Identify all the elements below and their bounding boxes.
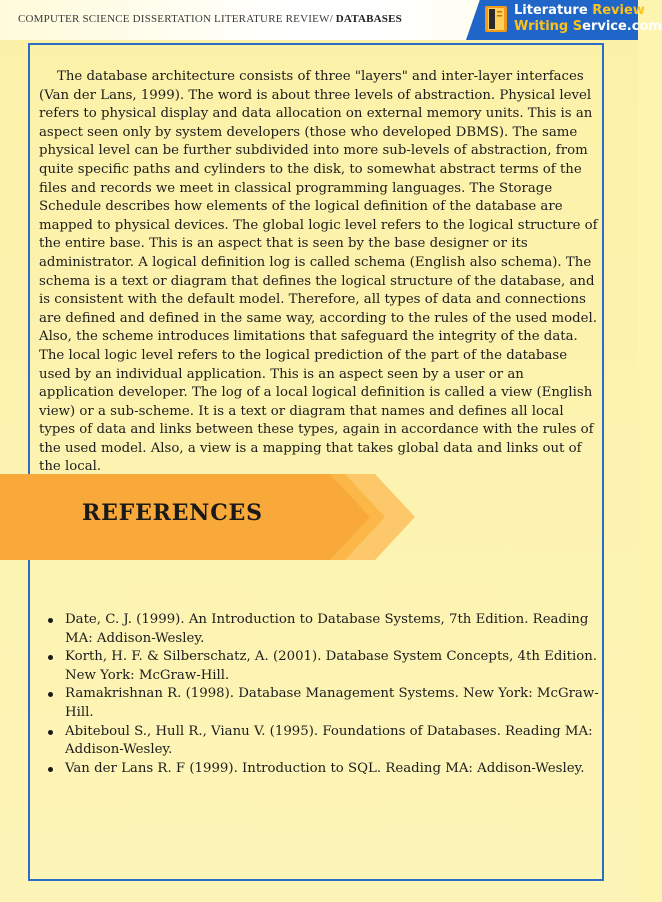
reference-text: Van der Lans R. F (1999). Introduction to SQL. Reading MA: Addison-Wesley. bbox=[65, 760, 585, 776]
logo-text-s: S bbox=[572, 19, 583, 34]
header-section: DATABASES bbox=[335, 13, 402, 25]
bullet-icon bbox=[48, 618, 53, 623]
references-heading: REFERENCES bbox=[82, 500, 263, 526]
reference-text: Date, C. J. (1999). An Introduction to Database Systems, 7th Edition. Reading MA: Addison-Wesley. bbox=[65, 612, 589, 646]
header-prefix: COMPUTER SCIENCE DISSERTATION LITERATURE REVIEW/ bbox=[18, 13, 336, 25]
bullet-icon bbox=[48, 767, 53, 772]
reference-item bbox=[46, 648, 606, 685]
reference-item bbox=[46, 760, 606, 779]
running-header bbox=[18, 13, 402, 25]
reference-text: Ramakrishnan R. (1998). Database Management Systems. New York: McGraw-Hill. bbox=[65, 686, 599, 720]
reference-item bbox=[46, 611, 606, 648]
reference-item bbox=[46, 723, 606, 760]
body-paragraph: The database architecture consists of three "layers" and inter-layer interfaces (Van der Lans, 1999). The word is about three levels of abstraction. Physical level refers to physical display and data allocation on external memory units. This is an aspect seen only by system developers (those who developed DBMS). The same physical level can be further subdivided into more sub-levels of abstraction, from quite specific paths and cylinders to the disk, to somewhat abstract terms of the files and records we meet in classical programming languages. The Storage Schedule describes how elements of the logical definition of the database are mapped to physical devices. The global logic level refers to the logical structure of the entire base. This is an aspect that is seen by the base designer or its administrator. A logical definition log is called schema (English also schema). The schema is a text or diagram that defines the logical structure of the database, and is consistent with the default model. Therefore, all types of data and connections are defined and defined in the same way, according to the rules of the used model. Also, the scheme introduces limitations that safeguard the integrity of the data. The local logic level refers to the logical prediction of the part of the database used by an individual application. This is an aspect seen by a user or an application developer. The log of a local logical definition is called a view (English view) or a sub-scheme. It is a text or diagram that names and defines all local types of data and links between these types, again in accordance with the rules of the used model. Also, a view is a mapping that takes global data and links out of the local. bbox=[39, 69, 598, 475]
bullet-icon bbox=[48, 655, 53, 660]
bullet-icon bbox=[48, 692, 53, 697]
reference-item bbox=[46, 685, 606, 722]
book-icon bbox=[484, 4, 510, 34]
references-list bbox=[46, 611, 606, 778]
logo-text-writing: Writing bbox=[514, 19, 573, 34]
reference-text: Abiteboul S., Hull R., Vianu V. (1995). Foundations of Databases. Reading MA: Addison-Wesley. bbox=[65, 723, 593, 758]
logo-line-1[interactable] bbox=[514, 3, 645, 18]
logo-line-2[interactable] bbox=[514, 19, 662, 34]
bullet-icon bbox=[48, 730, 53, 735]
reference-text: Korth, H. F. & Silberschatz, A. (2001). Database System Concepts, 4th Edition. New York: McGraw-Hill. bbox=[65, 649, 598, 683]
logo-text-review: Review bbox=[592, 3, 645, 18]
logo-text-literature: Literature bbox=[514, 3, 593, 18]
logo-text-service: ervice.com bbox=[582, 19, 662, 34]
